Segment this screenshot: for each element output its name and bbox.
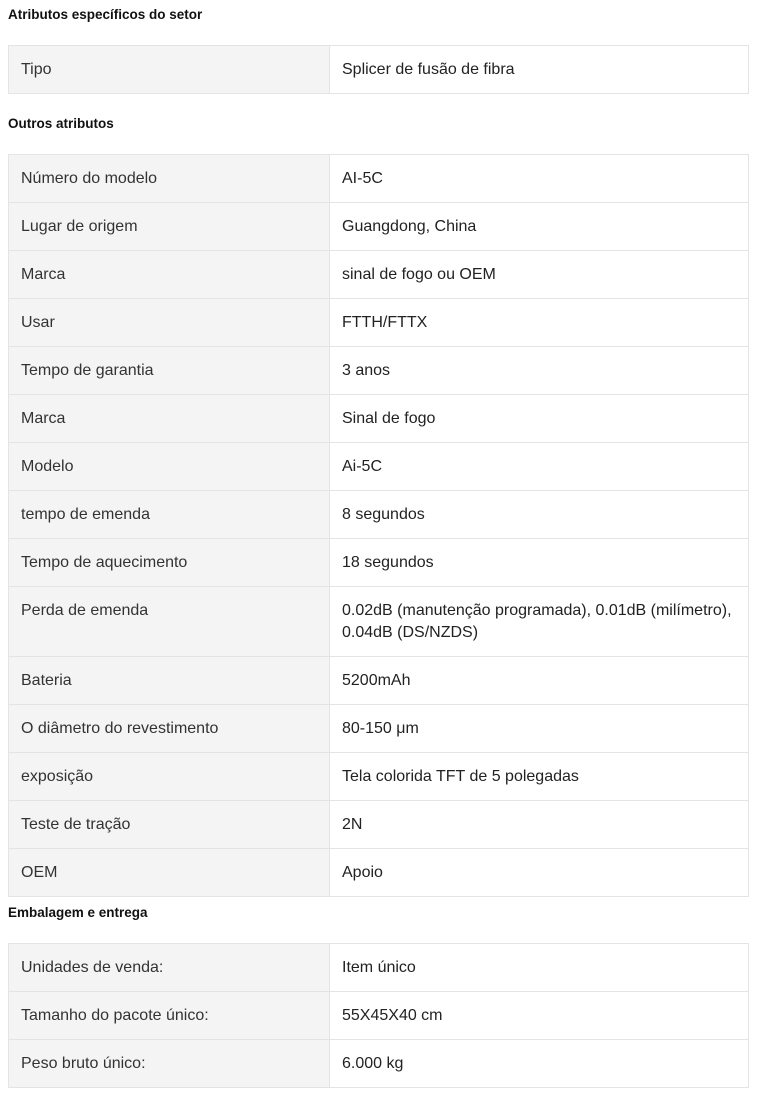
table-row	[9, 705, 749, 753]
table-row	[9, 849, 749, 897]
table-row	[9, 539, 749, 587]
attribute-value: Tela colorida TFT de 5 polegadas	[330, 753, 749, 801]
table-row	[9, 299, 749, 347]
attribute-value: sinal de fogo ou OEM	[330, 251, 749, 299]
attribute-value: Apoio	[330, 849, 749, 897]
attribute-value: 0.02dB (manutenção programada), 0.01dB (milímetro), 0.04dB (DS/NZDS)	[330, 587, 749, 657]
table-row	[9, 587, 749, 657]
attribute-value: 2N	[330, 801, 749, 849]
attribute-value: 80-150 μm	[330, 705, 749, 753]
other-attributes-table	[8, 154, 749, 897]
attribute-key: Tamanho do pacote único:	[9, 992, 330, 1040]
attribute-key: Unidades de venda:	[9, 944, 330, 992]
attribute-value: 6.000 kg	[330, 1040, 749, 1088]
attribute-key: OEM	[9, 849, 330, 897]
attribute-value: FTTH/FTTX	[330, 299, 749, 347]
attribute-value: 55X45X40 cm	[330, 992, 749, 1040]
packaging-delivery-table	[8, 943, 749, 1088]
attribute-key: Número do modelo	[9, 155, 330, 203]
attribute-value: 3 anos	[330, 347, 749, 395]
table-row	[9, 155, 749, 203]
attribute-value: 18 segundos	[330, 539, 749, 587]
attribute-key: Peso bruto único:	[9, 1040, 330, 1088]
table-row	[9, 801, 749, 849]
attribute-key: exposição	[9, 753, 330, 801]
attribute-key: O diâmetro do revestimento	[9, 705, 330, 753]
industry-attributes-table	[8, 45, 749, 94]
table-row	[9, 491, 749, 539]
table-row	[9, 657, 749, 705]
attribute-key: Marca	[9, 395, 330, 443]
attribute-key: Bateria	[9, 657, 330, 705]
table-row	[9, 944, 749, 992]
attribute-key: Tempo de garantia	[9, 347, 330, 395]
attribute-value: Item único	[330, 944, 749, 992]
table-row	[9, 203, 749, 251]
attribute-key: tempo de emenda	[9, 491, 330, 539]
attribute-key: Usar	[9, 299, 330, 347]
table-row	[9, 753, 749, 801]
section-title-industry-attributes: Atributos específicos do setor	[8, 7, 203, 22]
attribute-key: Tempo de aquecimento	[9, 539, 330, 587]
attribute-value: Splicer de fusão de fibra	[330, 46, 749, 94]
attribute-value: 5200mAh	[330, 657, 749, 705]
table-row	[9, 46, 749, 94]
table-row	[9, 443, 749, 491]
attribute-value: Sinal de fogo	[330, 395, 749, 443]
attribute-key: Lugar de origem	[9, 203, 330, 251]
attribute-value: Guangdong, China	[330, 203, 749, 251]
attribute-key: Perda de emenda	[9, 587, 330, 657]
section-title-other-attributes: Outros atributos	[8, 116, 114, 131]
section-title-packaging-delivery: Embalagem e entrega	[8, 905, 148, 920]
attribute-value: AI-5C	[330, 155, 749, 203]
table-row	[9, 992, 749, 1040]
attribute-value: 8 segundos	[330, 491, 749, 539]
attribute-key: Tipo	[9, 46, 330, 94]
table-row	[9, 251, 749, 299]
attribute-key: Marca	[9, 251, 330, 299]
table-row	[9, 395, 749, 443]
attribute-key: Modelo	[9, 443, 330, 491]
table-row	[9, 347, 749, 395]
table-row	[9, 1040, 749, 1088]
attribute-key: Teste de tração	[9, 801, 330, 849]
attribute-value: Ai-5C	[330, 443, 749, 491]
